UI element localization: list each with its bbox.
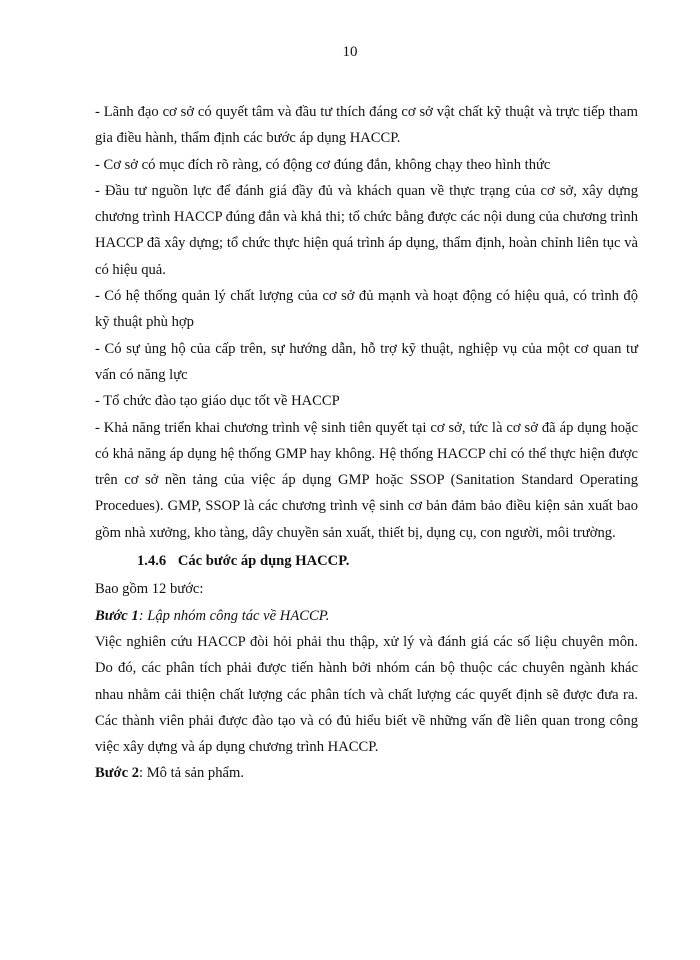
bullet-training: - Tổ chức đào tạo giáo dục tốt về HACCP [95, 393, 340, 410]
step-2-title: : Mô tả sản phẩm. [139, 765, 244, 782]
section-title: Các bước áp dụng HACCP. [177, 553, 350, 570]
section-heading [95, 548, 638, 574]
document-body [95, 99, 638, 787]
bullet-resources: - Đầu tư nguồn lực để đánh giá đầy đủ và khách quan về thực trạng của cơ sở, xây dựng chương trình HACCP đúng đắn và khả thi; tổ chức bằng được các nội dung của chương trình HACCP đã xây dựng; tổ chức thực hiện quá trình áp dụng, thẩm định, hoàn chỉnh liên tục và có hiệu quả. [95, 182, 638, 278]
step-1-label: Bước 1 [95, 607, 139, 624]
page-number: 10 [342, 44, 358, 60]
section-number: 1.4.6 [137, 553, 167, 570]
step-1-title: : Lập nhóm công tác về HACCP [138, 607, 326, 624]
step-1-body: Việc nghiên cứu HACCP đòi hỏi phải thu thập, xử lý và đánh giá các số liệu chuyên môn. Do đó, các phân tích phải được tiến hành bởi nhóm cán bộ thuộc các chuyên ngành khác nhau nhằm cải thiện chất lượng các phân tích và chất lượng các quyết định sẽ được đưa ra. Các thành viên phải được đào tạo và có đủ hiểu biết về những vấn đề liên quan trong công việc xây dựng và áp dụng chương trình HACCP. [95, 633, 638, 756]
step-1-end: . [325, 607, 330, 624]
step-2-heading [95, 760, 638, 786]
bullet-leadership: - Lãnh đạo cơ sở có quyết tâm và đầu tư thích đáng cơ sở vật chất kỹ thuật và trực tiếp tham gia điều hành, thẩm định các bước áp dụng HACCP. [95, 104, 638, 147]
step-1-heading [95, 603, 638, 629]
bullet-purpose: - Cơ sở có mục đích rõ ràng, có động cơ đúng đắn, không chạy theo hình thức [95, 156, 551, 173]
steps-intro: Bao gồm 12 bước: [95, 581, 204, 598]
bullet-support: - Có sự ủng hộ của cấp trên, sự hướng dẫn, hỗ trợ kỹ thuật, nghiệp vụ của một cơ quan tư vấn có năng lực [95, 340, 638, 383]
step-2-label: Bước 2 [95, 765, 139, 782]
bullet-prerequisite-programs: - Khả năng triển khai chương trình vệ sinh tiên quyết tại cơ sở, tức là cơ sở đã áp dụng hoặc có khả năng áp dụng hệ thống GMP hay không. Hệ thống HACCP chỉ có thể thực hiện được trên cơ sở nền tảng của việc áp dụng GMP hoặc SSOP (Sanitation Standard Operating Procedues). GMP, SSOP là các chương trình vệ sinh cơ bản đảm bảo điều kiện sản xuất bao gồm nhà xưởng, kho tàng, dây chuyền sản xuất, thiết bị, dụng cụ, con người, môi trường. [95, 419, 638, 541]
bullet-quality-system: - Có hệ thống quản lý chất lượng của cơ sở đủ mạnh và hoạt động có hiệu quả, có trình độ kỹ thuật phù hợp [95, 288, 638, 331]
